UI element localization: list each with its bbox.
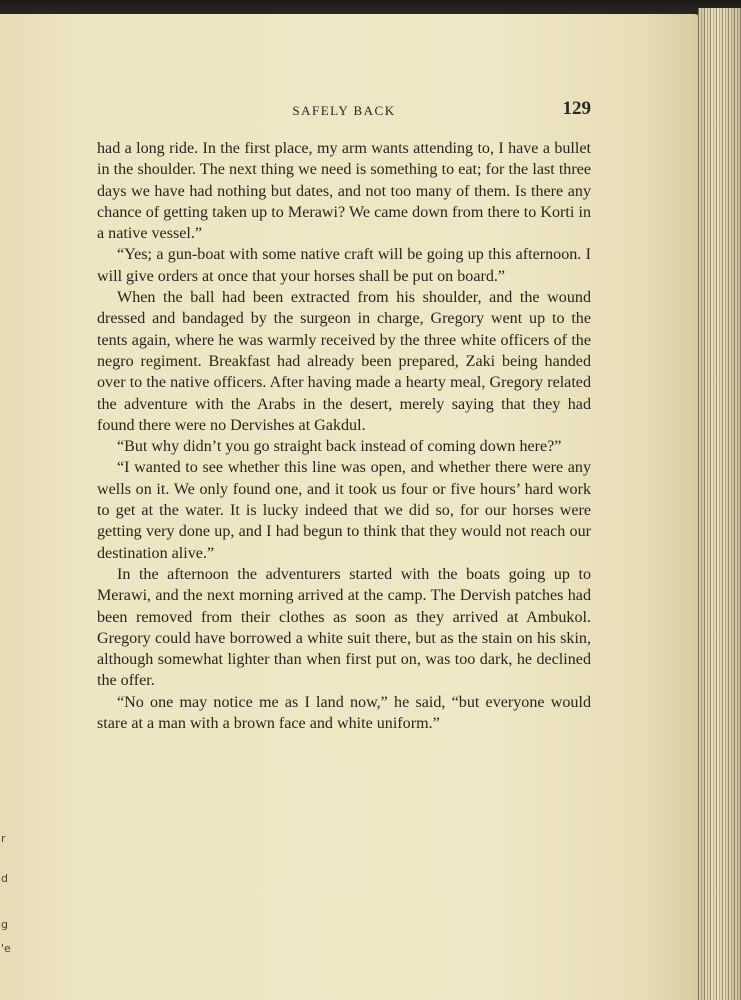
body-text (97, 138, 591, 734)
paragraph: In the afternoon the adventurers started with the boats going up to Merawi, and the next morning arrived at the camp. The Dervish patches had been removed from their clothes as soon as they arrived at Ambukol. Gregory could have borrowed a white suit there, but as the stain on his skin, although somewhat lighter than when first put on, was too dark, he declined the offer. (97, 565, 591, 690)
margin-mark: 'e (1, 942, 11, 955)
paragraph: “No one may notice me as I land now,” he said, “but everyone would stare at a man with a brown face and white uniform.” (97, 693, 591, 733)
paragraph: “Yes; a gun-boat with some native craft will be going up this afternoon. I will give orders at once that your horses shall be put on board.” (97, 246, 591, 285)
margin-mark: g (1, 918, 8, 931)
paragraph: When the ball had been extracted from his shoulder, and the wound dressed and bandaged by the surgeon in charge, Gregory went up to the tents again, where he was warmly received by the three white officers of the negro regiment. Breakfast had already been prepared, Zaki being handed over to the native officers. After having made a hearty meal, Gregory related the adventure with the Arabs in the desert, merely saying that they had found there were no Dervishes at Gakdul. (97, 289, 591, 434)
margin-mark: d (1, 872, 8, 885)
running-head: SAFELY BACK (292, 103, 396, 118)
paragraph: “I wanted to see whether this line was open, and whether there were any wells on it. We only found one, and it took us four or five hours’ hard work to get at the water. It is lucky indeed that we did so, for our horses were getting very done up, and I had begun to think that they would not reach our destination alive.” (97, 459, 591, 562)
margin-mark: r (1, 832, 6, 845)
page-edges-shadow (698, 8, 741, 1000)
page-header (97, 100, 591, 124)
left-margin-bleed (0, 760, 14, 980)
page-number: 129 (562, 98, 591, 119)
paragraph: had a long ride. In the first place, my arm wants attending to, I have a bullet in the shoulder. The next thing we need is something to eat; for the last three days we have had nothing but dates, and not too many of them. Is there any chance of getting taken up to Merawi? We came down from there to Korti in a native vessel.” (97, 140, 591, 243)
paragraph: “But why didn’t you go straight back instead of coming down here?” (117, 438, 562, 456)
